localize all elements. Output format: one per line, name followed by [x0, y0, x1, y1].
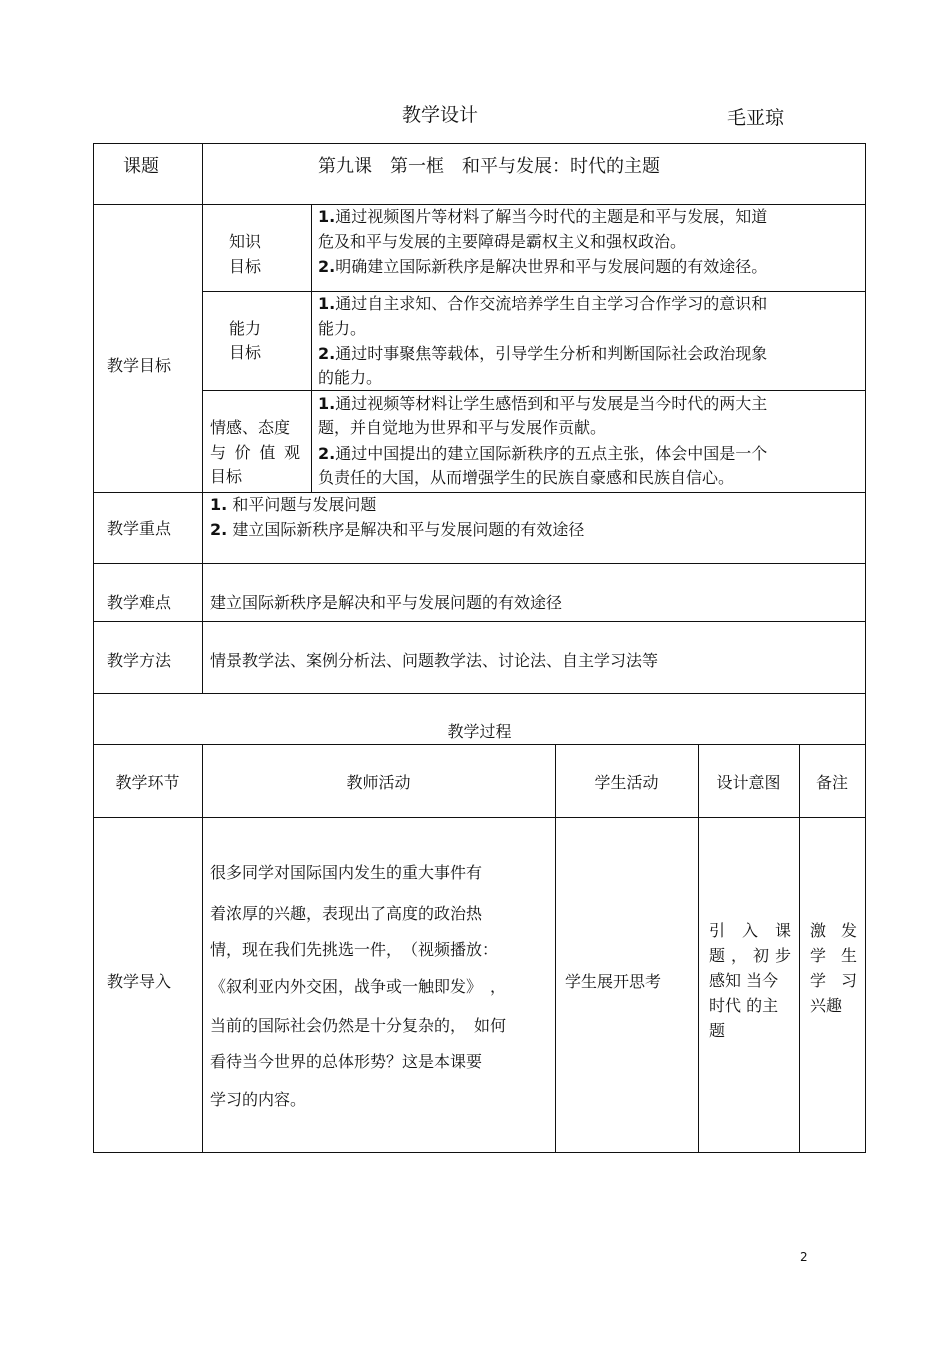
author-name: 毛亚琼: [727, 107, 785, 129]
teacher-line: 着浓厚的兴趣，表现出了高度的政治热: [210, 904, 483, 923]
knowledge-item-2: [318, 254, 767, 279]
difficulty-label: 教学难点: [107, 593, 172, 612]
page-number: 2: [800, 1250, 808, 1264]
item-number: 2.: [318, 257, 336, 276]
ability-item-2: [318, 341, 767, 366]
item-number: 1.: [318, 294, 336, 313]
ability-item-1: [318, 291, 767, 316]
document-title: 教学设计: [402, 104, 479, 126]
emotion-label: 情感、态度: [210, 418, 291, 437]
column-header: 备注: [815, 773, 848, 792]
knowledge-label: 目标: [229, 257, 262, 276]
knowledge-label: 知识: [229, 232, 262, 251]
item-text: 和平问题与发展问题: [232, 495, 377, 514]
methods-label: 教学方法: [107, 651, 172, 670]
item-text: 通过自主求知、合作交流培养学生自主学习合作学习的意识和: [335, 294, 768, 313]
intent-line: 感知 当今: [709, 971, 779, 990]
teacher-line: 看待当今世界的总体形势？这是本课要: [210, 1052, 483, 1071]
item-number: 1.: [318, 207, 336, 226]
remark-line: 学习: [810, 971, 857, 990]
stage-cell: 教学导入: [107, 972, 172, 991]
item-number: 2.: [210, 520, 228, 539]
emotion-item-2-cont: 负责任的大国，从而增强学生的民族自豪感和民族自信心。: [318, 468, 735, 487]
teacher-line: 情，现在我们先挑选一件， （视频播放：: [210, 940, 499, 959]
knowledge-item-1: [318, 204, 767, 229]
emotion-label: 目标: [210, 467, 243, 486]
teacher-line: 很多同学对国际国内发生的重大事件有: [210, 863, 483, 882]
intent-line: 引入课: [709, 921, 791, 940]
ability-label: 目标: [229, 343, 262, 362]
item-number: 2.: [318, 344, 336, 363]
ability-item-1-cont: 能力。: [318, 319, 367, 338]
column-header: 学生活动: [594, 773, 659, 792]
item-text: 通过中国提出的建立国际新秩序的五点主张，体会中国是一个: [335, 444, 768, 463]
ability-label: 能力: [229, 319, 262, 338]
item-text: 通过时事聚焦等载体，引导学生分析和判断国际社会政治现象: [335, 344, 768, 363]
emotion-item-1: [318, 391, 767, 416]
intent-line: 题，初步: [709, 946, 791, 965]
teacher-line: 当前的国际社会仍然是十分复杂的， 如何: [210, 1016, 507, 1035]
student-activity: 学生展开思考: [565, 972, 662, 991]
key-point-1: [210, 492, 376, 517]
difficulty-value: 建立国际新秩序是解决和平与发展问题的有效途径: [210, 593, 563, 612]
column-header: 教师活动: [346, 773, 411, 792]
emotion-item-1-cont: 题，并自觉地为世界和平与发展作贡献。: [318, 418, 607, 437]
objectives-label: 教学目标: [107, 356, 172, 375]
teacher-line: 《叙利亚内外交困，战争或一触即发》 ，: [210, 977, 507, 996]
item-text: 通过视频等材料让学生感悟到和平与发展是当今时代的两大主: [335, 394, 768, 413]
lesson-label: 课题: [123, 156, 159, 177]
item-text: 建立国际新秩序是解决和平与发展问题的有效途径: [232, 520, 585, 539]
emotion-item-2: [318, 441, 767, 466]
key-point-2: [210, 517, 584, 542]
lesson-title: 第九课 第一框 和平与发展：时代的主题: [318, 156, 660, 177]
process-title: 教学过程: [447, 722, 512, 741]
column-header: 设计意图: [716, 773, 781, 792]
item-text: 明确建立国际新秩序是解决世界和平与发展问题的有效途径。: [335, 257, 768, 276]
item-text: 通过视频图片等材料了解当今时代的主题是和平与发展，知道: [335, 207, 768, 226]
intent-line: 题: [709, 1021, 726, 1040]
item-number: 1.: [318, 394, 336, 413]
remark-line: 兴趣: [810, 996, 843, 1015]
key-points-label: 教学重点: [107, 519, 172, 538]
intent-line: 时代 的主: [709, 996, 779, 1015]
item-number: 1.: [210, 495, 228, 514]
remark-line: 学生: [810, 946, 857, 965]
knowledge-item-1-cont: 危及和平与发展的主要障碍是霸权主义和强权政治。: [318, 232, 687, 251]
column-header: 教学环节: [115, 773, 180, 792]
emotion-label: 与价值观: [210, 443, 300, 462]
remark-line: 激发: [810, 921, 857, 940]
teacher-line: 学习的内容。: [210, 1090, 307, 1109]
methods-value: 情景教学法、案例分析法、问题教学法、讨论法、自主学习法等: [210, 651, 659, 670]
ability-item-2-cont: 的能力。: [318, 368, 383, 387]
item-number: 2.: [318, 444, 336, 463]
